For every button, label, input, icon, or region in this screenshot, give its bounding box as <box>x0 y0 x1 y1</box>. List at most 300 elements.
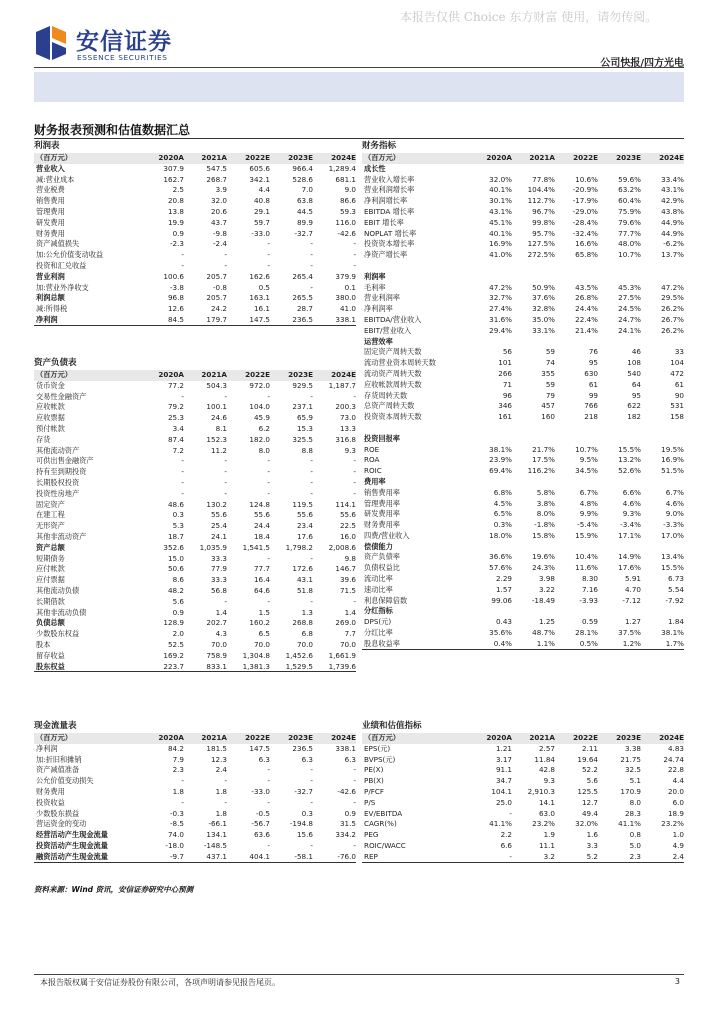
cell-value: 32.8% <box>532 304 555 314</box>
cell-value: 528.6 <box>292 174 313 184</box>
cell-value: 8.0 <box>258 445 270 455</box>
cell-value: 181.5 <box>206 743 227 753</box>
cell-value: 10.4% <box>575 552 598 562</box>
cell-value: 19.6% <box>532 552 555 562</box>
row-label: 净利润 <box>36 743 58 753</box>
cell-value: 1.7% <box>665 638 684 648</box>
table-row <box>362 755 684 766</box>
page-number: 3 <box>674 977 680 986</box>
cell-value: -66.1 <box>208 819 227 829</box>
row-label: 四费/营业收入 <box>364 530 410 540</box>
cell-value: - <box>310 765 313 775</box>
cell-value: 96 <box>502 390 512 400</box>
cell-value: 64.6 <box>253 585 270 595</box>
cell-value: -56.7 <box>251 819 270 829</box>
cell-value: -194.8 <box>289 819 313 829</box>
table-row <box>34 755 356 766</box>
data-source-note: 资料来源：Wind 资讯，安信证券研究中心预测 <box>34 885 194 894</box>
cell-value: - <box>181 260 184 270</box>
cell-value: 0.9 <box>172 228 184 238</box>
table-row <box>362 542 684 553</box>
cell-value: 404.1 <box>249 851 270 861</box>
cell-value: 119.5 <box>292 499 313 509</box>
cell-value: 70.0 <box>339 639 356 649</box>
cell-value: - <box>224 596 227 606</box>
row-label: 财务费用 <box>36 228 65 238</box>
cell-value: -28.4% <box>572 217 598 227</box>
cell-value: 6.73 <box>667 574 684 584</box>
cell-value: -3.93 <box>579 595 598 605</box>
cell-value: 59 <box>545 379 555 389</box>
year-header: 2020A <box>158 733 184 742</box>
table-row <box>362 776 684 787</box>
row-label: PE(X) <box>364 765 384 775</box>
cell-value: 0.5 <box>258 282 270 292</box>
table-row <box>34 640 356 651</box>
cell-value: 268.7 <box>206 174 227 184</box>
cell-value: - <box>267 260 270 270</box>
table-row <box>362 841 684 852</box>
cell-value: 31.6% <box>489 314 512 324</box>
cell-value: 0.3% <box>493 520 512 530</box>
cell-value: -9.8 <box>212 228 227 238</box>
table-row <box>362 369 684 380</box>
cashflow-table <box>34 720 356 863</box>
row-label: 营业利润增长率 <box>364 185 415 195</box>
table-row <box>34 819 356 830</box>
cell-value: - <box>181 467 184 477</box>
row-label: 运营效率 <box>364 336 393 346</box>
cell-value: - <box>267 477 270 487</box>
table-row <box>362 852 684 863</box>
cell-value: 4.4 <box>672 776 684 786</box>
table-row <box>34 798 356 809</box>
cell-value: 12.3 <box>210 754 227 764</box>
row-label: 资产负债率 <box>364 552 400 562</box>
table-row <box>34 196 356 207</box>
cell-value: 71 <box>502 379 512 389</box>
cell-value: 14.9% <box>618 552 641 562</box>
cell-value: 17.0% <box>661 530 684 540</box>
row-label: 在建工程 <box>36 510 65 520</box>
cashflow-header-row <box>34 733 356 744</box>
table-row <box>34 510 356 521</box>
cell-value: 2,008.6 <box>328 542 356 552</box>
cell-value: - <box>267 391 270 401</box>
cell-value: 100.1 <box>206 402 227 412</box>
cell-value: 128.9 <box>163 618 184 628</box>
cell-value: 3.38 <box>624 743 641 753</box>
cell-value: 160 <box>541 412 555 422</box>
cell-value: 223.7 <box>163 661 184 671</box>
cell-value: 104.0 <box>249 402 270 412</box>
table-row <box>34 304 356 315</box>
cell-value: 39.6 <box>339 575 356 585</box>
cell-value: 13.2% <box>618 455 641 465</box>
table-row <box>34 185 356 196</box>
cell-value: 2.4 <box>672 851 684 861</box>
cell-value: 1,529.5 <box>285 661 313 671</box>
row-label: 财务费用率 <box>364 520 400 530</box>
cell-value: 22.4% <box>575 314 598 324</box>
cell-value: 10.7% <box>575 444 598 454</box>
table-row <box>362 207 684 218</box>
cell-value: 19.9 <box>167 217 184 227</box>
cell-value: 48.7% <box>532 628 555 638</box>
table-row <box>34 207 356 218</box>
cashflow-title: 现金流量表 <box>34 721 77 731</box>
cell-value: -8.5 <box>169 819 184 829</box>
table-row <box>34 283 356 294</box>
cell-value: 45.1% <box>489 217 512 227</box>
table-row <box>362 574 684 585</box>
table-row <box>34 830 356 841</box>
cell-value: -58.1 <box>294 851 313 861</box>
table-row <box>362 164 684 175</box>
row-label: ROIC/WACC <box>364 840 406 850</box>
cell-value: 6.0 <box>672 797 684 807</box>
cell-value: 44.9% <box>661 228 684 238</box>
row-label: 利润总额 <box>36 293 65 303</box>
cell-value: 127.5% <box>527 239 555 249</box>
table-row <box>34 392 356 403</box>
cell-value: 52.6% <box>618 466 641 476</box>
row-label: CAGR(%) <box>364 819 397 829</box>
cell-value: - <box>181 250 184 260</box>
cell-value: 1.21 <box>495 743 512 753</box>
cell-value: - <box>353 477 356 487</box>
cell-value: 52.2 <box>581 765 598 775</box>
row-label: 营业收入 <box>36 163 65 173</box>
cell-value: 15.0 <box>167 553 184 563</box>
cell-value: 1.27 <box>624 617 641 627</box>
cell-value: 3.98 <box>538 574 555 584</box>
table-row <box>34 250 356 261</box>
cell-value: 13.4% <box>661 552 684 562</box>
cell-value: 681.1 <box>335 174 356 184</box>
table-row <box>362 499 684 510</box>
row-label: EBIT 增长率 <box>364 217 404 227</box>
table-row <box>362 261 684 272</box>
cell-value: 75.9% <box>618 206 641 216</box>
row-label: 存货周转天数 <box>364 390 408 400</box>
cell-value: 28.7 <box>296 304 313 314</box>
cell-value: 504.3 <box>206 380 227 390</box>
table-row <box>34 629 356 640</box>
row-label: 利息保障倍数 <box>364 595 408 605</box>
cell-value: 2.0 <box>172 629 184 639</box>
cell-value: 2,910.3 <box>527 786 555 796</box>
row-label: 投资性房地产 <box>36 488 80 498</box>
row-label: REP <box>364 851 378 861</box>
cell-value: 9.3 <box>543 776 555 786</box>
cell-value: 8.30 <box>581 574 598 584</box>
cell-value: - <box>353 391 356 401</box>
row-label: 存货 <box>36 434 51 444</box>
cell-value: 24.1 <box>210 531 227 541</box>
cell-value: 26.7% <box>661 314 684 324</box>
cell-value: 325.5 <box>292 434 313 444</box>
cell-value: 26.2% <box>661 304 684 314</box>
cell-value: -32.4% <box>572 228 598 238</box>
cell-value: 22.5 <box>339 521 356 531</box>
cell-value: 316.8 <box>335 434 356 444</box>
table-row <box>362 315 684 326</box>
cell-value: 2.4 <box>215 765 227 775</box>
table-row <box>34 229 356 240</box>
table-row <box>34 564 356 575</box>
row-label: EBIT/营业收入 <box>364 325 412 335</box>
year-header: 2020A <box>158 153 184 162</box>
table-row <box>362 531 684 542</box>
cell-value: 160.2 <box>249 618 270 628</box>
table-row <box>34 841 356 852</box>
table-row <box>362 520 684 531</box>
cell-value: 3.17 <box>495 754 512 764</box>
table-row <box>34 402 356 413</box>
cell-value: 0.3 <box>301 808 313 818</box>
cell-value: 7.9 <box>172 754 184 764</box>
cell-value: 15.5% <box>661 563 684 573</box>
table-row <box>34 239 356 250</box>
cell-value: 43.8% <box>661 206 684 216</box>
ratios-header-row <box>362 153 684 164</box>
table-row <box>34 456 356 467</box>
cell-value: 95.7% <box>532 228 555 238</box>
cell-value: - <box>267 488 270 498</box>
table-row <box>362 185 684 196</box>
table-row <box>362 830 684 841</box>
cell-value: 630 <box>584 368 598 378</box>
table-row <box>362 466 684 477</box>
cell-value: 1.8 <box>172 786 184 796</box>
cell-value: 116.0 <box>335 217 356 227</box>
cell-value: - <box>310 477 313 487</box>
table-row <box>34 543 356 554</box>
cell-value: 2.57 <box>538 743 555 753</box>
cell-value: 1,798.2 <box>285 542 313 552</box>
cell-value: 4.70 <box>624 584 641 594</box>
table-row <box>362 509 684 520</box>
cell-value: 11.6% <box>575 563 598 573</box>
year-header: 2024E <box>659 153 684 162</box>
table-row <box>34 315 356 326</box>
cell-value: 89.9 <box>296 217 313 227</box>
row-label: 流动营业资本周转天数 <box>364 358 436 368</box>
cell-value: 1,452.6 <box>285 650 313 660</box>
cell-value: 55.6 <box>253 510 270 520</box>
cell-value: 60.4% <box>618 196 641 206</box>
row-label: EV/EBITDA <box>364 808 403 818</box>
cell-value: 379.9 <box>335 271 356 281</box>
cell-value: 16.9% <box>661 455 684 465</box>
cell-value: 33.3 <box>210 575 227 585</box>
cell-value: 47.2% <box>661 282 684 292</box>
cell-value: 11.2 <box>210 445 227 455</box>
table-row <box>362 434 684 445</box>
cell-value: 605.6 <box>249 163 270 173</box>
cell-value: - <box>181 488 184 498</box>
cell-value: 24.6 <box>210 413 227 423</box>
cell-value: 43.1 <box>296 575 313 585</box>
table-row <box>34 164 356 175</box>
cell-value: 96.8 <box>167 293 184 303</box>
table-row <box>362 175 684 186</box>
cell-value: 269.0 <box>335 618 356 628</box>
cell-value: - <box>353 467 356 477</box>
cell-value: 55.6 <box>339 510 356 520</box>
year-header: 2024E <box>331 733 356 742</box>
table-row <box>362 552 684 563</box>
cell-value: 4.3 <box>215 629 227 639</box>
row-label: 固定资产 <box>36 499 65 509</box>
cell-value: 79 <box>545 390 555 400</box>
cell-value: - <box>267 840 270 850</box>
cell-value: 95 <box>631 390 641 400</box>
table-row <box>362 196 684 207</box>
cell-value: -29.0% <box>572 206 598 216</box>
row-label: 投资回报率 <box>364 433 400 443</box>
cell-value: 12.6 <box>167 304 184 314</box>
row-label: 投资资本增长率 <box>364 239 415 249</box>
cell-value: - <box>224 260 227 270</box>
row-label: 长期借款 <box>36 596 65 606</box>
row-label: 公允价值变动损失 <box>36 776 94 786</box>
cell-value: - <box>353 840 356 850</box>
cell-value: 13.3 <box>339 423 356 433</box>
cell-value: - <box>267 596 270 606</box>
cell-value: 52.5 <box>167 639 184 649</box>
cell-value: 95 <box>588 358 598 368</box>
cell-value: - <box>353 765 356 775</box>
row-label: PEG <box>364 830 379 840</box>
cell-value: 22.8 <box>667 765 684 775</box>
cell-value: 16.6% <box>575 239 598 249</box>
year-header: 2021A <box>529 153 555 162</box>
table-row <box>362 391 684 402</box>
cell-value: 338.1 <box>335 743 356 753</box>
cell-value: 1.3 <box>301 607 313 617</box>
cell-value: 2.11 <box>581 743 598 753</box>
cell-value: 237.1 <box>292 402 313 412</box>
row-label: 无形资产 <box>36 521 65 531</box>
cell-value: 170.9 <box>620 786 641 796</box>
cell-value: -76.0 <box>337 851 356 861</box>
year-header: 2023E <box>616 153 641 162</box>
row-label: 销售费用率 <box>364 487 400 497</box>
cell-value: 11.84 <box>534 754 555 764</box>
cell-value: 18.9 <box>667 808 684 818</box>
cell-value: -18.0 <box>165 840 184 850</box>
cell-value: 70.0 <box>296 639 313 649</box>
cell-value: 0.4% <box>493 638 512 648</box>
cell-value: 24.5% <box>618 304 641 314</box>
cell-value: 27.5% <box>618 293 641 303</box>
cell-value: 61 <box>674 379 684 389</box>
cell-value: 307.9 <box>163 163 184 173</box>
cell-value: - <box>310 776 313 786</box>
table-row <box>362 455 684 466</box>
cell-value: 76 <box>588 347 598 357</box>
cell-value: 10.7% <box>618 250 641 260</box>
cell-value: -32.7 <box>294 786 313 796</box>
cell-value: 0.3 <box>172 510 184 520</box>
row-label: 预付帐款 <box>36 423 65 433</box>
cell-value: 40.1% <box>489 228 512 238</box>
table-row <box>34 500 356 511</box>
cell-value: 134.1 <box>206 830 227 840</box>
cell-value: 101 <box>498 358 512 368</box>
cell-value: 34.5% <box>575 466 598 476</box>
cell-value: -33.0 <box>251 228 270 238</box>
cell-value: 69.4% <box>489 466 512 476</box>
table-row <box>362 488 684 499</box>
cell-value: -148.5 <box>203 840 227 850</box>
row-label: 研发费用率 <box>364 509 400 519</box>
cell-value: 90 <box>674 390 684 400</box>
cell-value: 42.9% <box>661 196 684 206</box>
cell-value: 6.2 <box>258 423 270 433</box>
table-row <box>362 380 684 391</box>
footer-rule <box>34 974 684 975</box>
cell-value: 27.4% <box>489 304 512 314</box>
unit-label: （百万元） <box>364 153 400 162</box>
cell-value: 265.5 <box>292 293 313 303</box>
cell-value: 14.1 <box>538 797 555 807</box>
cell-value: 17.6% <box>618 563 641 573</box>
cell-value: 50.6 <box>167 564 184 574</box>
cell-value: 63.0 <box>538 808 555 818</box>
cell-value: 64 <box>631 379 641 389</box>
cell-value: 202.7 <box>206 618 227 628</box>
cell-value: 28.1% <box>575 628 598 638</box>
cell-value: - <box>310 596 313 606</box>
cell-value: 35.6% <box>489 628 512 638</box>
year-header: 2022E <box>245 370 270 379</box>
cell-value: - <box>310 239 313 249</box>
cell-value: 472 <box>670 368 684 378</box>
cell-value: 531 <box>670 401 684 411</box>
cell-value: 1.25 <box>538 617 555 627</box>
table-row <box>362 283 684 294</box>
cell-value: - <box>267 239 270 249</box>
cell-value: 200.3 <box>335 402 356 412</box>
cell-value: 50.9% <box>532 282 555 292</box>
cell-value: 6.3 <box>301 754 313 764</box>
cell-value: 1.8 <box>215 808 227 818</box>
table-row <box>34 852 356 863</box>
cell-value: - <box>310 391 313 401</box>
cell-value: 65.9 <box>296 413 313 423</box>
cell-value: 71.5 <box>339 585 356 595</box>
cell-value: 4.4 <box>258 185 270 195</box>
row-label: ROA <box>364 455 380 465</box>
row-label: 净利润增长率 <box>364 196 408 206</box>
row-label: 费用率 <box>364 476 386 486</box>
cell-value: - <box>310 260 313 270</box>
year-header: 2022E <box>245 733 270 742</box>
table-row <box>362 401 684 412</box>
row-label: 可供出售金融资产 <box>36 456 94 466</box>
cell-value: 65.8% <box>575 250 598 260</box>
year-header: 2023E <box>288 733 313 742</box>
cell-value: 51.5% <box>661 466 684 476</box>
cell-value: 205.7 <box>206 293 227 303</box>
cell-value: 35.0% <box>532 314 555 324</box>
cell-value: 1.4 <box>344 607 356 617</box>
cell-value: 972.0 <box>249 380 270 390</box>
income-title: 利润表 <box>34 141 60 151</box>
